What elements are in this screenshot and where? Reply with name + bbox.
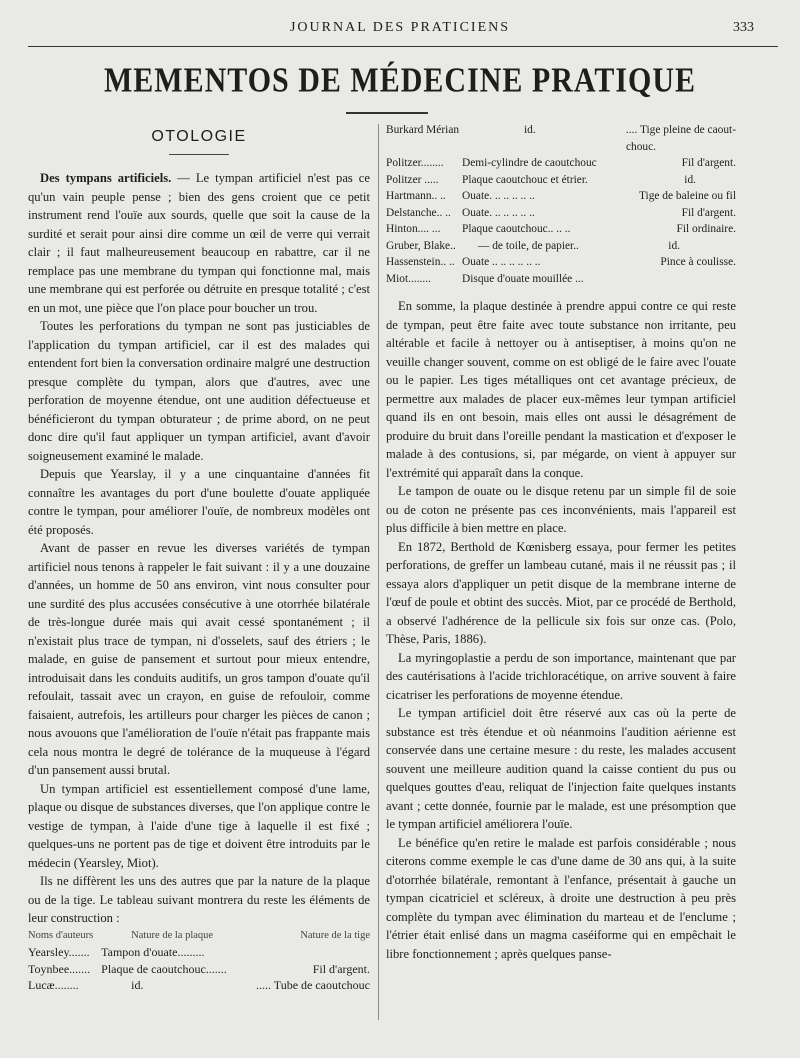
table-cell-tige: Fil d'argent. xyxy=(312,961,370,976)
table-cell-plaque: id. xyxy=(524,124,536,136)
table-row xyxy=(386,238,736,255)
instrument-table xyxy=(28,928,370,994)
table-row xyxy=(386,254,736,271)
table-cell-tige: Tige de baleine ou fil xyxy=(638,190,736,202)
table-header: Nature de la tige xyxy=(300,929,370,941)
section-title: OTOLOGIE xyxy=(151,128,247,145)
paragraph-lead: Des tympans artificiels. xyxy=(40,171,172,185)
paragraph-text: — Le tympan artificiel n'est pas ce qu'un vain peuple pense ; bien des gens croient que ce petit instrument rend l'ouïe aux sourds, quelle que soit la cause de la surdité et serait pour ainsi dire comme un œil de verre qui verrait clair ; il faut malheureusement beaucoup en rabattre, car il ne remplace pas une membrane du tympan qui fonctionne mal, mais une membrane qui est perforée ou détruite en presque totalité ; c'est en un mot, une pièce que l'on place pour boucher un trou. xyxy=(28,171,370,315)
table-cell-tige: Fil d'argent. xyxy=(681,206,736,219)
table-cell-author: Yearsley....... xyxy=(28,945,90,959)
table-header: Nature de la plaque xyxy=(131,929,214,941)
table-cell-plaque: id. xyxy=(131,978,144,992)
table-cell-author: Hartmann.. .. xyxy=(386,190,446,202)
table-cell-plaque: Ouate. .. .. .. .. .. xyxy=(462,206,535,219)
paragraph: En 1872, Berthold de Kœnisberg essaya, pour fermer les petites perforations, de greffer un lambeau cutané, mais il ne réussit pas ; il essaya alors d'appliquer un petit disque de la membrane interne de l'œuf de poule et obtint des succès. Miot, par ce procédé de Berthold, a observé l'adhérence de la pellicule six fois sur onze cas. (Polo, Thèse, Paris, 1886). xyxy=(386,539,736,646)
table-cell-author: Hassenstein.. .. xyxy=(386,256,455,268)
table-row xyxy=(386,122,736,139)
spacer xyxy=(386,287,736,297)
table-cell-author: Burkard Mérian xyxy=(386,124,460,136)
table-cell-plaque: Ouate .. .. .. .. .. .. xyxy=(462,256,541,268)
paragraph: La myringoplastie a perdu de son importance, maintenant que par des cautérisations à l'acide trichloracétique, on arrive souvent à faire cicatriser les perforations de moyenne étendue. xyxy=(386,650,736,702)
table-cell-continuation: chouc. xyxy=(625,140,656,153)
table-cell-tige: Pince à coulisse. xyxy=(660,256,736,268)
table-cell-author: Lucæ........ xyxy=(28,978,79,992)
paragraph: Le bénéfice qu'en retire le malade est parfois considérable ; nous citerons comme exemple le cas d'une dame de 30 ans qui, à la suite d'otorrhée bilatérale, remontant à l'enfance, présentait à gauche un tympan cicatriciel et scléreux, à droite une destruction à peu près complète du tympan avec élimination du marteau et de l'enclume ; l'étrier était enlisé dans un magma caséiforme qui en empêchait le libre fonctionnement ; après quelques panse- xyxy=(386,835,736,961)
paragraph: Avant de passer en revue les diverses variétés de tympan artificiel nous tenons à rappeler le fait suivant : il y a une douzaine d'années, un homme de 50 ans environ, vint nous consulter pour une surdité des plus accusées consécutive à une otorrhée bilatérale de très-longue durée mais qui avait cessé spontanément ; il n'existait plus trace de tympan, ni d'osselets, sauf des étriers ; le malade, en guise de pansement et surtout pour mieux entendre, introduisait dans les conduits auditifs, un gros tampon d'ouate qu'il refoulait, tassait avec un crayon, en guise de refouloir, comme faisaient, autrefois, les artilleurs pour charger les pièces de canon ; nous avouons que l'amélioration de l'ouïe n'était pas frappante mais cela nous montra le degré de tolérance de la muqueuse à l'égard d'un pansement aussi brutal. xyxy=(28,541,370,777)
paragraph: Un tympan artificiel est essentiellement composé d'une lame, plaque ou disque de substances diverses, que l'on applique contre le vestige de tympan, à l'aide d'une tige à laquelle il est fixé ; quelques-uns ne portent pas de tige et doivent être introduits par le médecin (Yearsley, Miot). xyxy=(28,781,370,870)
table-row xyxy=(28,961,370,978)
table-row xyxy=(28,977,370,994)
paragraph: Le tympan artificiel doit être réservé aux cas où la perte de substance est très étendue et où néanmoins l'audition aérienne est conservée dans une certaine mesure : du reste, les malades accusent souvent une meilleure audition quand la caisse contient du pus ou quelques gouttes d'eau, reliquat de l'injection faite quelques instants avant ; cette donnée, fournie par le malade, est une présomption que le tympan artificiel améliorera l'ouïe. xyxy=(386,706,736,831)
table-row xyxy=(386,205,736,222)
paragraph xyxy=(28,169,370,317)
table-cell-tige xyxy=(242,944,370,961)
table-cell-tige: id. xyxy=(684,173,696,186)
table-cell-author: Politzer........ xyxy=(386,157,444,169)
table-cell-plaque: Disque d'ouate mouillée ... xyxy=(462,272,584,285)
table-cell-plaque: Demi-cylindre de caoutchouc xyxy=(462,157,597,169)
table-cell-author: Toynbee....... xyxy=(28,961,91,976)
title-rule xyxy=(346,112,428,114)
table-row xyxy=(386,155,736,172)
table-cell-tige: ..... Tube de caoutchouc xyxy=(256,978,370,992)
paragraph: Le tampon de ouate ou le disque retenu par un simple fil de soie ou de coton ne présente pas ces inconvénients, mais l'appareil est plus difficile à bien mettre en place. xyxy=(386,484,736,535)
table-cell-plaque: Ouate. .. .. .. .. .. xyxy=(462,190,535,202)
table-cell-author: Hinton.... ... xyxy=(386,223,441,235)
table-row xyxy=(386,188,736,205)
table-cell-plaque: Tampon d'ouate......... xyxy=(101,945,205,959)
journal-title: JOURNAL DES PRATICIENS xyxy=(289,20,511,35)
table-cell-plaque: Plaque de caoutchouc....... xyxy=(101,961,227,976)
column-separator xyxy=(378,124,379,1020)
table-cell-tige: Fil ordinaire. xyxy=(676,223,736,235)
table-row xyxy=(386,271,736,288)
section-rule xyxy=(169,154,229,155)
table-cell-author: Delstanche.. .. xyxy=(386,206,451,219)
paragraph: Depuis que Yearslay, il y a une cinquantaine d'années fit connaître les avantages du port d'une boulette d'ouate appliquée contre le tympan, pour améliorer l'ouïe, de nombreux modèles ont été proposés. xyxy=(28,467,370,537)
table-row xyxy=(28,944,370,961)
paragraph: En somme, la plaque destinée à prendre appui contre ce qui reste de tympan, peut être faite avec toute substance non irritante, peu altérable et facile à nettoyer ou à antiseptiser, à moins qu'on ne veuille changer souvent, comme on est obligé de le faire avec l'ouate ou le papier. Les tiges métalliques ont cet avantage précieux, de permettre aux malades de placer eux-mêmes leur tympan artificiel quand ils en ont besoin, mais elles ont aussi le désagrément de produire du bruit dans l'oreille pendant la mastication et d'exposer le malade à des contusions, si, par mégarde, on vient à appuyer sur l'extrémité qui apparaît dans la conque. xyxy=(386,299,736,480)
paragraph: Toutes les perforations du tympan ne sont pas justiciables de l'application du tympan artificiel, car il est des malades qui entendent fort bien la conversation ordinaire malgré une destruction presque complète du tympan, alors que d'autres, avec une perforation de moyenne étendue, ont une audition défectueuse et bénéficieront du tympan obturateur ; de prime abord, on ne peut donc dire qu'il faut appliquer un tympan artificiel, avant d'avoir soigneusement examiné le malade. xyxy=(28,319,371,463)
table-continuation xyxy=(386,122,736,287)
table-cell-plaque: — de toile, de papier.. xyxy=(478,239,579,252)
running-head xyxy=(0,20,800,42)
table-cell-tige: Fil d'argent. xyxy=(681,157,736,169)
paragraph: Ils ne diffèrent les uns des autres que par la nature de la plaque ou de la tige. Le tableau suivant montrera du reste les éléments de leur construction : xyxy=(28,874,370,925)
table-cell-tige: .... Tige pleine de caout- xyxy=(625,124,736,136)
table-cell-tige: id. xyxy=(668,239,680,252)
table-cell-plaque: Plaque caoutchouc et étrier. xyxy=(462,173,588,186)
table-cell-plaque: Plaque caoutchouc.. .. .. xyxy=(462,223,571,235)
left-column xyxy=(28,122,370,994)
right-column xyxy=(386,122,736,963)
table-row xyxy=(386,172,736,189)
table-cell-author: Gruber, Blake.. xyxy=(386,239,456,252)
table-cell-author: Miot........ xyxy=(386,272,431,285)
header-rule xyxy=(28,46,778,47)
page-number: 333 xyxy=(733,20,754,35)
page-title: MEMENTOS DE MÉDECINE PRATIQUE xyxy=(103,61,697,100)
table-row xyxy=(386,221,736,238)
table-cell-author: Politzer ..... xyxy=(386,173,439,186)
table-header: Noms d'auteurs xyxy=(28,929,94,941)
